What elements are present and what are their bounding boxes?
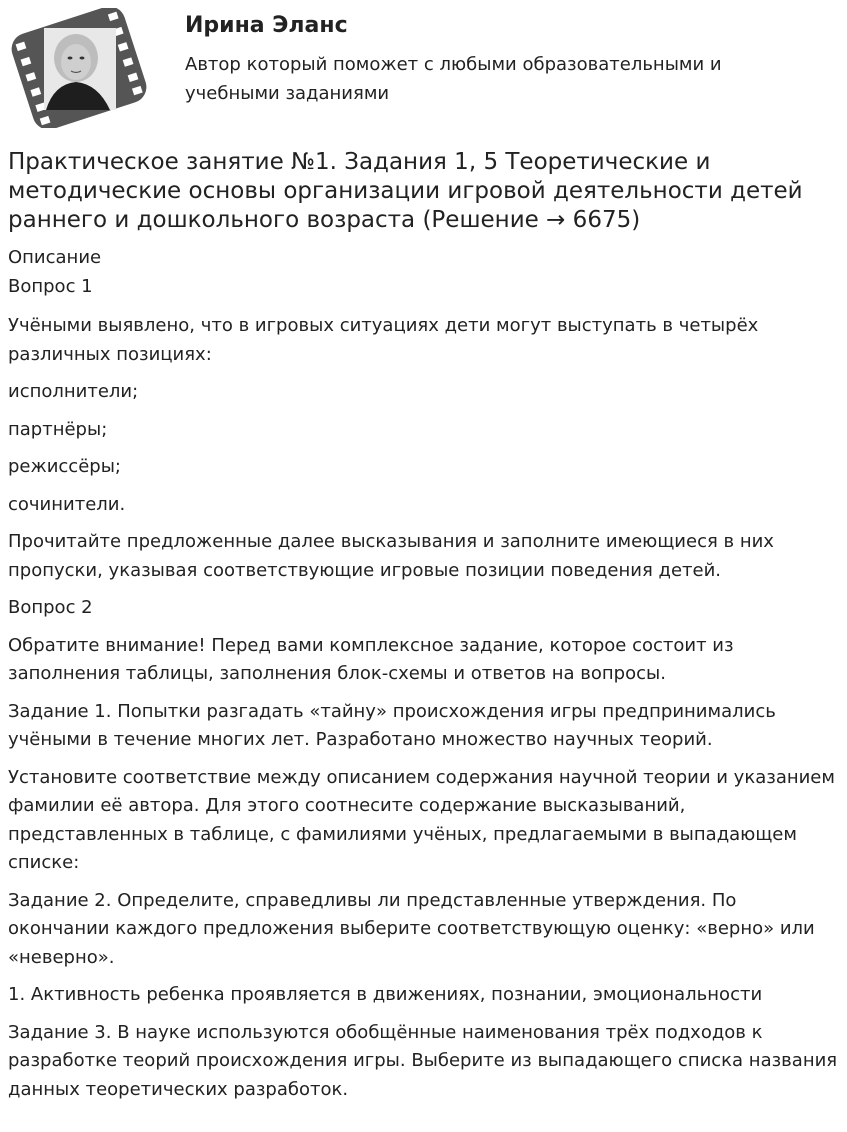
paragraph: Задание 1. Попытки разгадать «тайну» происхождения игры предпринимались учёными в течение многих лет. Разработано множество научных теорий. [8,700,776,750]
document-body [8,148,840,1113]
paragraph: Задание 2. Определите, справедливы ли представленные утверждения. По окончании каждого предложения выберите соответствующую оценку: «верно» или «неверно». [8,889,815,968]
question-2-label: Вопрос 2 [8,597,93,618]
paragraph: Задание 3. В науке используются обобщённые наименования трёх подходов к разработке теорий происхождения игры. Выберите из выпадающего списка названия данных теоретических разработок. [8,1021,838,1100]
description-label: Описание [8,247,102,268]
author-name[interactable]: Ирина Эланс [185,13,348,38]
question-1-label: Вопрос 1 [8,276,93,297]
paragraph: 1. Активность ребенка проявляется в движениях, познании, эмоциональности [8,984,763,1005]
list-item: исполнители; [8,381,139,402]
author-description: Автор который поможет с любыми образовательными и учебными заданиями [185,54,722,104]
list-item: партнёры; [8,418,108,440]
avatar-film-frame-icon [6,8,152,128]
paragraph: Учёными выявлено, что в игровых ситуациях дети могут выступать в четырёх различных позициях: [8,315,759,365]
list-item: режиссёры; [8,456,121,477]
author-avatar[interactable] [6,8,152,128]
page-title: Практическое занятие №1. Задания 1, 5 Теоретические и методические основы организации игровой деятельности детей раннего и дошкольного возраста (Решение → 6675) [8,149,803,233]
author-header [0,0,847,132]
paragraph: Обратите внимание! Перед вами комплексное задание, которое состоит из заполнения таблицы, заполнения блок-схемы и ответов на вопросы. [8,634,734,684]
list-item: сочинители. [8,493,126,515]
paragraph: Прочитайте предложенные далее высказывания и заполните имеющиеся в них пропуски, указывая соответствующие игровые позиции поведения детей. [8,531,774,581]
paragraph: Установите соответствие между описанием содержания научной теории и указанием фамилии её автора. Для этого соотнесите содержание высказываний, представленных в таблице, с фамилиями учёных, предлагаемыми в выпадающем списке: [8,766,835,873]
